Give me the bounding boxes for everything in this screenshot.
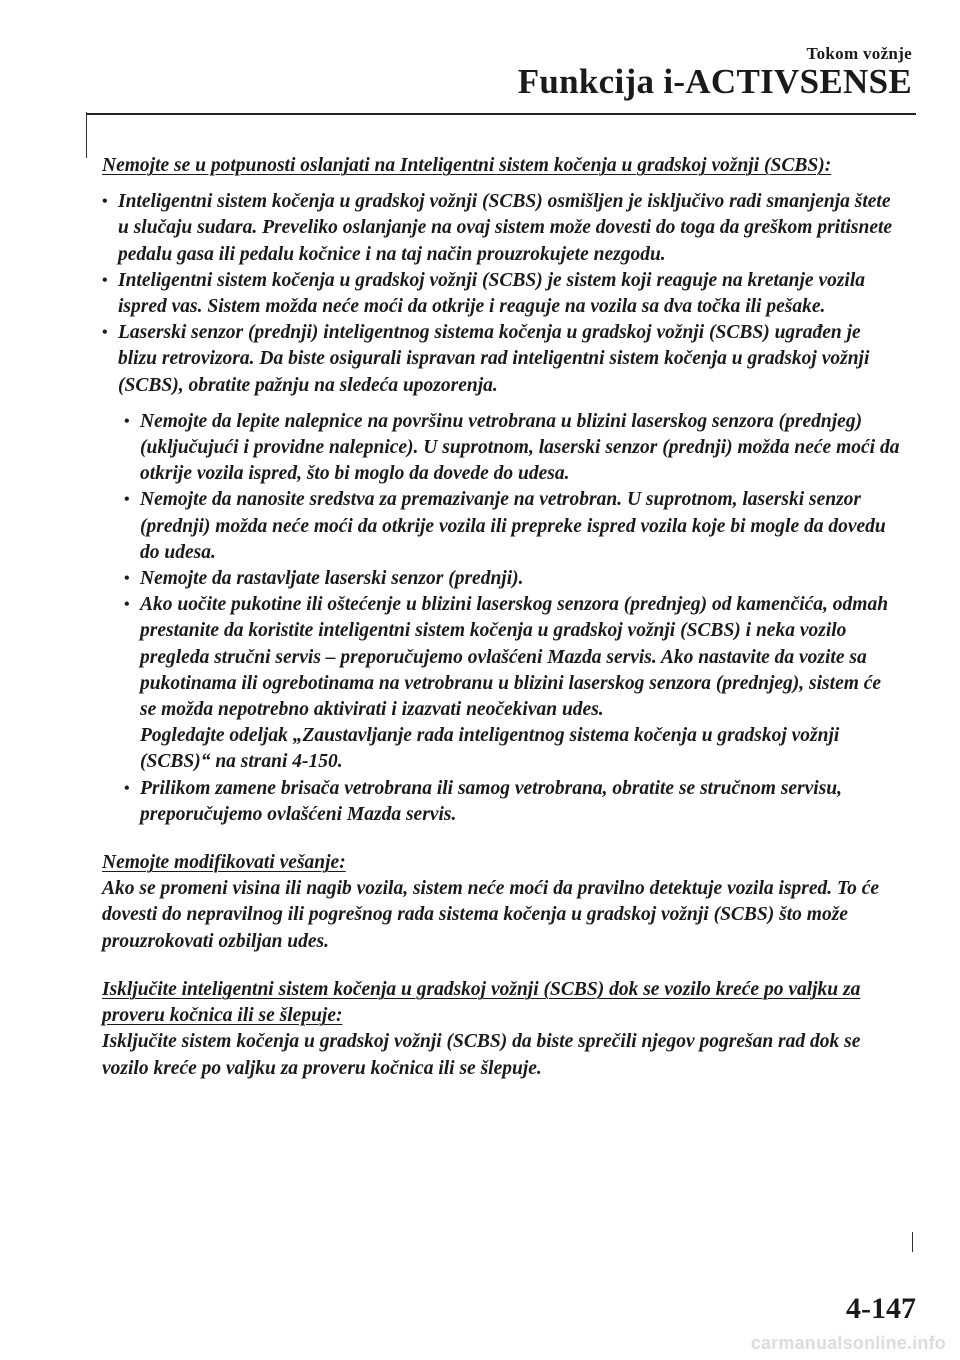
warning-body-suspension: Ako se promeni visina ili nagib vozila, sistem neće moći da pravilno detektuje vozila ispred. To će dovesti do nepravilnog ili pogrešnog rada sistema kočenja u gradskoj vožnji (SCBS) što može prouzrokovati ozbiljan udes. — [102, 878, 880, 952]
bullet-icon: • — [124, 779, 130, 797]
bullet-icon: • — [102, 193, 108, 211]
page-reference: Pogledajte odeljak „Zaustavljanje rada inteligentnog sistema kočenja u gradskoj vožnji (SCBS)“ na strani 4-150. — [140, 725, 840, 773]
list-item: • Laserski senzor (prednji) inteligentnog sistema kočenja u gradskoj vožnji (SCBS) ugrađen je blizu retrovizora. Da biste osigurali ispravan rad inteligentni sistem kočenja u gradskoj vožnji (SCBS), obratite pažnju na sledeća upozorenja. — [102, 322, 870, 396]
bullet-icon: • — [124, 491, 130, 509]
warning-box-left-edge — [86, 112, 87, 158]
list-item: • Inteligentni sistem kočenja u gradskoj vožnji (SCBS) osmišljen je isključivo radi smanjenja štete u slučaju sudara. Preveliko oslanjanje na ovaj sistem može dovesti do toga da greškom pritisnete pedalu gasa ili pedalu kočnice i na taj način prouzrokujete nezgodu. — [102, 191, 893, 265]
warning-brake-tester — [102, 977, 902, 1082]
list-item: • Ako uočite pukotine ili oštećenje u blizini laserskog senzora (prednjeg) od kamenčića, odmah prestanite da koristite inteligentni sistem kočenja u gradskoj vožnji (SCBS) i neka vozilo pregleda stručni servis – preporučujemo ovlašćeni Mazda servis. Ako nastavite da vozite sa pukotinama ili ogrebotinama na vetrobranu u blizini laserskog senzora (prednjeg), sistem će se možda nepotrebno aktivirati i izazvati neočekivan udes. Pogledajte odeljak „Zaustavljanje rada inteligentnog sistema kočenja u gradskoj vožnji (SCBS)“ na strani 4-150. — [124, 594, 889, 773]
warning-body-brake-tester: Isključite sistem kočenja u gradskoj vožnji (SCBS) da biste sprečili njegov pogrešan rad dok se vozilo kreće po valjku za proveru kočnica ili se šlepuje. — [102, 1031, 861, 1079]
warning-content — [102, 153, 902, 1082]
warning-box-right-edge — [912, 1232, 913, 1252]
bullet-icon: • — [124, 570, 130, 588]
footer-watermark: carmanualsonline.info — [750, 1333, 946, 1353]
warning-bullet-list — [102, 189, 902, 399]
page-title: Funkcija i-ACTIVSENSE — [517, 62, 912, 101]
warning-suspension — [102, 850, 902, 955]
warning-heading-suspension: Nemojte modifikovati vešanje: — [102, 852, 346, 874]
list-item: • Nemojte da rastavljate laserski senzor (prednji). — [102, 566, 902, 592]
bullet-icon: • — [124, 596, 130, 614]
warning-heading-scbs: Nemojte se u potpunosti oslanjati na Inteligentni sistem kočenja u gradskoj vožnji (SCBS): — [102, 155, 832, 176]
warning-heading-brake-tester: Isključite inteligentni sistem kočenja u gradskoj vožnji (SCBS) dok se vozilo kreće po valjku za proveru kočnica ili se šlepuje: — [102, 978, 861, 1027]
page-number: 4-147 — [846, 1292, 916, 1325]
list-item: • Nemojte da lepite nalepnice na površinu vetrobrana u blizini laserskog senzora (prednjeg) (uključujući i providne nalepnice). U suprotnom, laserski senzor (prednji) možda neće moći da otkrije vozila ispred, što bi moglo da dovede do udesa. — [124, 410, 900, 485]
list-item: • Inteligentni sistem kočenja u gradskoj vožnji (SCBS) je sistem koji reaguje na kretanje vozila ispred vas. Sistem možda neće moći da otkrije i reaguje na vozila sa dva točka ili pešake. — [102, 269, 866, 318]
bullet-icon: • — [102, 324, 108, 342]
header-rule — [86, 113, 916, 115]
sensor-precautions-list — [102, 409, 902, 828]
section-label: Tokom vožnje — [806, 44, 912, 63]
list-item: • Nemojte da nanosite sredstva za premazivanje na vetrobran. U suprotnom, laserski senzor (prednji) možda neće moći da otkrije vozila ili prepreke ispred vozila koje bi mogle da dovedu do udesa. — [124, 489, 886, 563]
bullet-icon: • — [124, 412, 130, 430]
bullet-icon: • — [102, 271, 108, 289]
list-item: • Prilikom zamene brisača vetrobrana ili samog vetrobrana, obratite se stručnom servisu, preporučujemo ovlašćeni Mazda servis. — [124, 777, 843, 825]
